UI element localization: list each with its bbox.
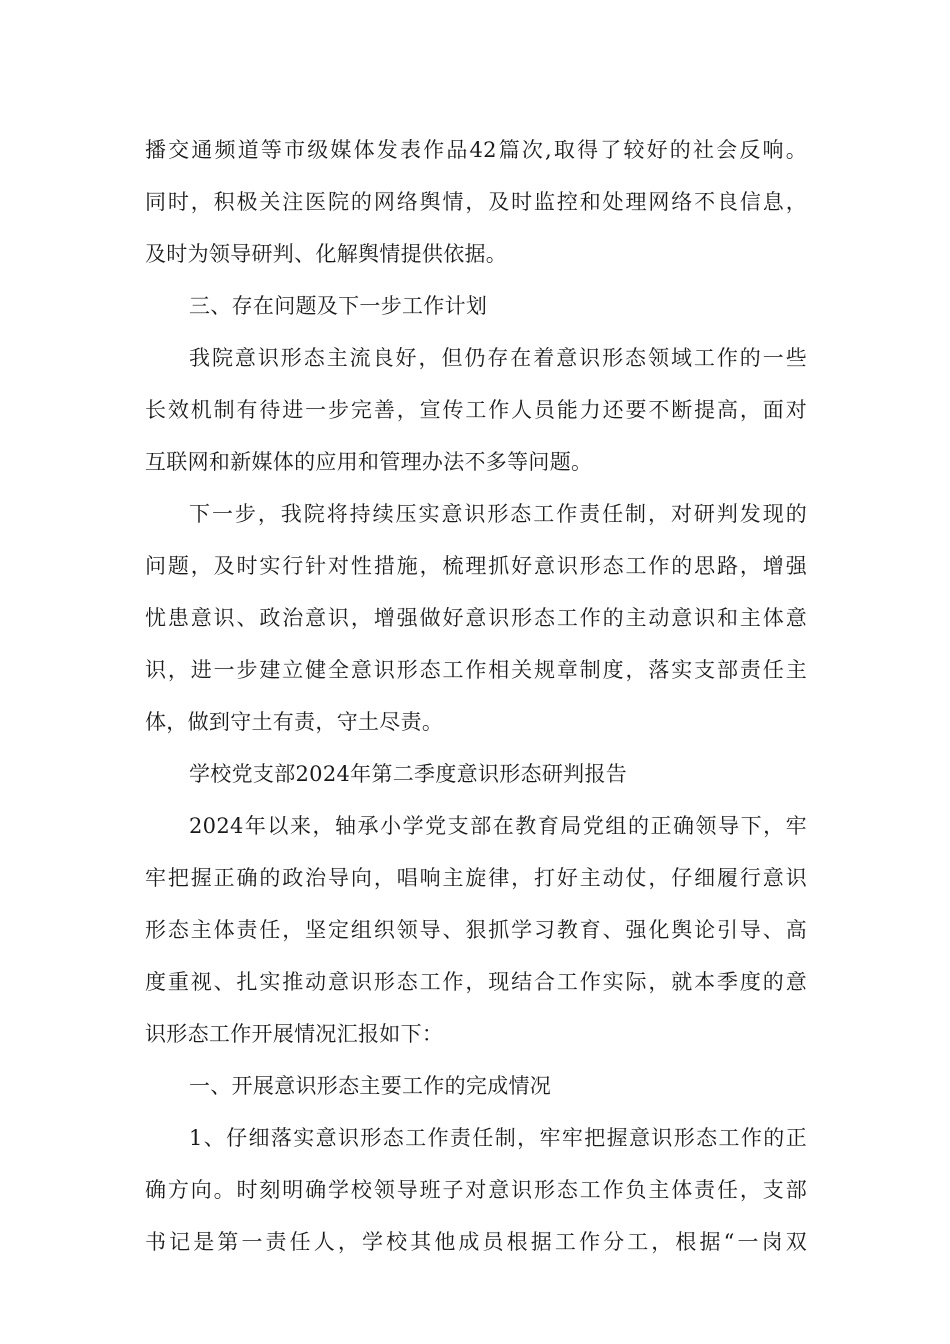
document-page	[145, 133, 807, 1277]
text-line: 2024年以来，轴承小学党支部在教育局党组的正确领导下，牢	[189, 814, 807, 838]
text-line: 体，做到守土有责，守土尽责。	[145, 710, 444, 734]
text-line: 确方向。时刻明确学校领导班子对意识形态工作负主体责任，支部	[145, 1178, 807, 1202]
section-heading: 一、开展意识形态主要工作的完成情况	[189, 1074, 552, 1098]
text-line: 互联网和新媒体的应用和管理办法不多等问题。	[145, 450, 593, 474]
text-line: 同时，积极关注医院的网络舆情，及时监控和处理网络不良信息，	[145, 190, 807, 214]
report-title: 学校党支部2024年第二季度意识形态研判报告	[189, 762, 628, 786]
text-line: 识，进一步建立健全意识形态工作相关规章制度，落实支部责任主	[145, 658, 807, 682]
text-line: 长效机制有待进一步完善，宣传工作人员能力还要不断提高，面对	[145, 398, 807, 422]
section-heading: 三、存在问题及下一步工作计划	[189, 294, 488, 318]
text-line: 形态主体责任，坚定组织领导、狠抓学习教育、强化舆论引导、高	[145, 918, 807, 942]
text-line: 播交通频道等市级媒体发表作品42篇次,取得了较好的社会反响。	[145, 138, 807, 162]
text-line: 牢把握正确的政治导向，唱响主旋律，打好主动仗，仔细履行意识	[145, 866, 807, 890]
text-line: 及时为领导研判、化解舆情提供依据。	[145, 242, 508, 266]
text-line: 1、仔细落实意识形态工作责任制，牢牢把握意识形态工作的正	[189, 1126, 807, 1150]
text-line: 下一步，我院将持续压实意识形态工作责任制，对研判发现的	[189, 502, 807, 526]
text-line: 识形态工作开展情况汇报如下：	[145, 1022, 444, 1046]
text-line: 书记是第一责任人，学校其他成员根据工作分工，根据“一岗双	[145, 1230, 807, 1254]
text-line: 我院意识形态主流良好，但仍存在着意识形态领域工作的一些	[189, 346, 807, 370]
text-line: 度重视、扎实推动意识形态工作，现结合工作实际，就本季度的意	[145, 970, 807, 994]
text-line: 问题，及时实行针对性措施，梳理抓好意识形态工作的思路，增强	[145, 554, 807, 578]
text-line: 忧患意识、政治意识，增强做好意识形态工作的主动意识和主体意	[145, 606, 807, 630]
